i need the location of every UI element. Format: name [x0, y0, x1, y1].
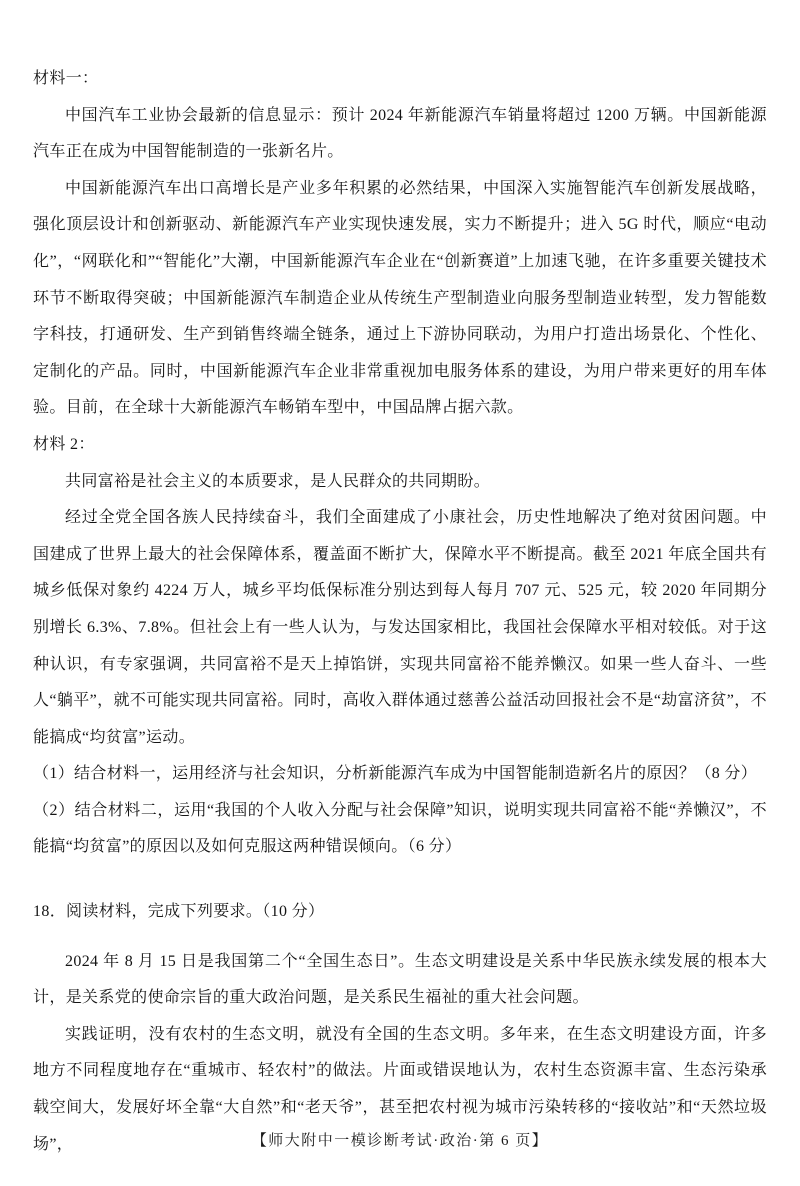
- page-footer: 【师大附中一模诊断考试·政治·第 6 页】: [251, 1133, 549, 1149]
- material2-paragraph-1: 共同富裕是社会主义的本质要求，是人民群众的共同期盼。: [65, 472, 491, 490]
- question-18-paragraph-1: 2024 年 8 月 15 日是我国第二个“全国生态日”。生态文明建设是关系中华民族永续发展的根本大计，是关系党的使命宗旨的重大政治问题，是关系民生福祉的重大社会问题。: [33, 952, 767, 1007]
- question-18-heading: 18．阅读材料，完成下列要求。（10 分）: [33, 903, 325, 921]
- material1-paragraph-2: 中国新能源汽车出口高增长是产业多年积累的必然结果，中国深入实施智能汽车创新发展战略，强化顶层设计和创新驱动、新能源汽车产业实现快速发展，实力不断提升；进入 5G 时代，顺应“电动化”，“网联化和”“智能化”大潮，中国新能源汽车企业在“创新赛道”上加速飞驰，在许多重要关键技术环节不断取得突破；中国新能源汽车制造企业从传统生产型制造业向服务型制造业转型，发力智能数字科技，打通研发、生产到销售终端全链条，通过上下游协同联动，为用户打造出场景化、个性化、定制化的产品。同时，中国新能源汽车企业非常重视加电服务体系的建设，为用户带来更好的用车体验。目前，在全球十大新能源汽车畅销车型中，中国品牌占据六款。: [33, 179, 767, 417]
- question-17-part-2: （2）结合材料二，运用“我国的个人收入分配与社会保障”知识，说明实现共同富裕不能“养懒汉”，不能搞“均贫富”的原因以及如何克服这两种错误倾向。（6 分）: [33, 801, 767, 856]
- material2-paragraph-2: 经过全党全国各族人民持续奋斗，我们全面建成了小康社会，历史性地解决了绝对贫困问题。中国建成了世界上最大的社会保障体系，覆盖面不断扩大，保障水平不断提高。截至 2021 年底全国共有城乡低保对象约 4224 万人，城乡平均低保标准分别达到每人每月 707 元、525 元，较 2020 年同期分别增长 6.3%、7.8%。但社会上有一些人认为，与发达国家相比，我国社会保障水平相对较低。对于这种认识，有专家强调，共同富裕不是天上掉馅饼，实现共同富裕不能养懒汉。如果一些人奋斗、一些人“躺平”，就不可能实现共同富裕。同时，高收入群体通过慈善公益活动回报社会不是“劫富济贫”，不能搞成“均贫富”运动。: [33, 509, 767, 746]
- question-17-part-1: （1）结合材料一，运用经济与社会知识，分析新能源汽车成为中国智能制造新名片的原因？（8 分）: [33, 765, 758, 783]
- exam-page-body: [33, 61, 767, 1163]
- material1-heading: 材料一：: [33, 70, 99, 87]
- material1-paragraph-1: 中国汽车工业协会最新的信息显示：预计 2024 年新能源汽车销量将超过 1200 万辆。中国新能源汽车正在成为中国智能制造的一张新名片。: [33, 106, 767, 161]
- material2-heading: 材料 2：: [33, 435, 95, 453]
- question-18-paragraph-2: 实践证明，没有农村的生态文明，就没有全国的生态文明。多年来，在生态文明建设方面，许多地方不同程度地存在“重城市、轻农村”的做法。片面或错误地认为，农村生态资源丰富、生态污染承载空间大，发展好坏全靠“大自然”和“老天爷”，甚至把农村视为城市污染转移的“接收站”和“天然垃圾场”，: [33, 1025, 767, 1153]
